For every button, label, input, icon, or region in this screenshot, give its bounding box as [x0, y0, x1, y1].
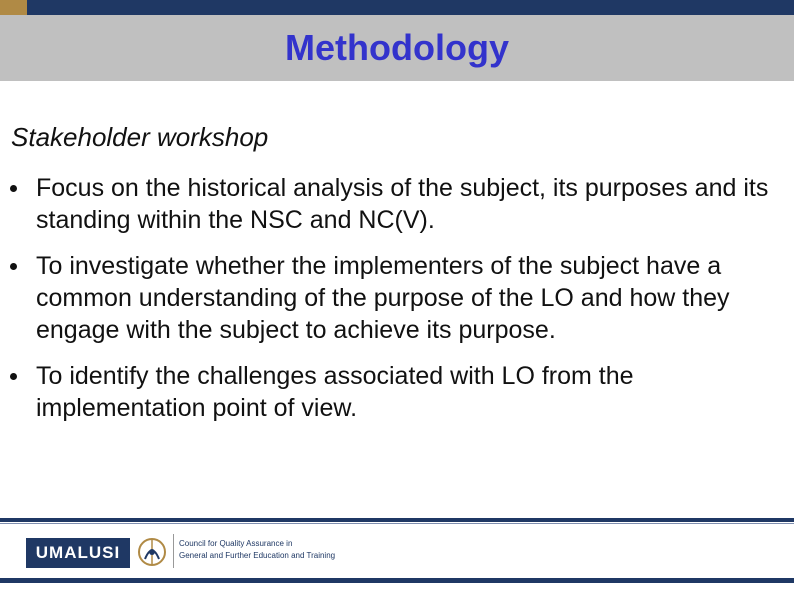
tagline-line-2: General and Further Education and Training	[179, 551, 336, 560]
footer-divider	[173, 534, 174, 568]
bullet-text: Focus on the historical analysis of the subject, its purposes and its standing within the NSC and NC(V).	[36, 174, 769, 234]
top-bar-accent	[0, 0, 27, 15]
bullet-dot-icon	[10, 185, 17, 192]
footer-rule-thick	[0, 518, 794, 522]
bullet-item	[10, 360, 794, 424]
bullet-item	[10, 250, 794, 346]
umalusi-logo: UMALUSI	[26, 538, 130, 568]
bullet-text: To identify the challenges associated with LO from the implementation point of view.	[36, 362, 634, 422]
footer-rule-thin	[0, 523, 794, 524]
bullet-item	[10, 172, 794, 236]
bullet-list	[10, 172, 794, 438]
tagline-line-1: Council for Quality Assurance in	[179, 539, 293, 548]
emblem-icon	[133, 532, 171, 572]
slide-title: Methodology	[285, 27, 509, 68]
top-bar	[0, 0, 794, 15]
footer	[0, 528, 794, 576]
slide-subtitle: Stakeholder workshop	[11, 122, 269, 152]
bullet-dot-icon	[10, 373, 17, 380]
bullet-dot-icon	[10, 263, 17, 270]
bullet-text: To investigate whether the implementers of the subject have a common understanding of the purpose of the LO and how they engage with the subject to achieve its purpose.	[36, 252, 730, 344]
footer-tagline	[179, 538, 335, 562]
bottom-bar	[0, 578, 794, 583]
